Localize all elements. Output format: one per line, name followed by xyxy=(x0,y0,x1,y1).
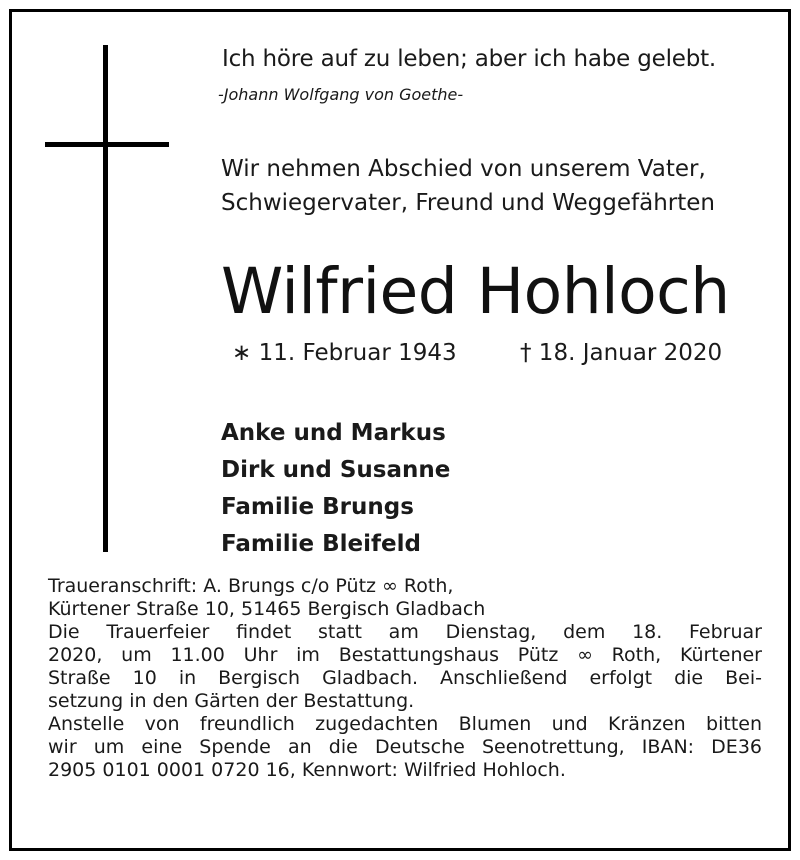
donation-line: wir um eine Spende an die Deutsche Seenotrettung, IBAN: DE36 xyxy=(48,736,762,758)
farewell-text xyxy=(221,152,715,220)
donation-line: Anstelle von freundlich zugedachten Blumen und Kränzen bitten xyxy=(48,713,762,735)
deceased-name: Wilfried Hohloch xyxy=(221,255,730,328)
mourner-entry: Anke und Markus xyxy=(221,420,446,446)
farewell-line: Wir nehmen Abschied von unserem Vater, xyxy=(221,156,706,182)
donation-line: 2905 0101 0001 0720 16, Kennwort: Wilfried Hohloch. xyxy=(48,759,566,781)
ceremony-line: 2020, um 11.00 Uhr im Bestattungshaus Pütz ∞ Roth, Kürtener xyxy=(48,644,762,666)
mourner-entry: Familie Bleifeld xyxy=(221,531,421,557)
farewell-line: Schwiegervater, Freund und Weggefährten xyxy=(221,190,715,216)
death-date: † 18. Januar 2020 xyxy=(520,340,723,366)
info-block xyxy=(48,575,762,782)
cross-horizontal-bar xyxy=(45,142,169,147)
quote-text: Ich höre auf zu leben; aber ich habe gelebt. xyxy=(222,46,717,72)
address-line: Traueranschrift: A. Brungs c/o Pütz ∞ Roth, xyxy=(48,575,454,597)
obituary-notice xyxy=(9,9,791,851)
mourners-list xyxy=(221,415,450,563)
birth-date: ∗ 11. Februar 1943 xyxy=(232,340,457,366)
ceremony-line: Die Trauerfeier findet statt am Dienstag, dem 18. Februar xyxy=(48,621,762,643)
ceremony-line: Straße 10 in Bergisch Gladbach. Anschließend erfolgt die Bei- xyxy=(48,667,762,689)
mourner-entry: Familie Brungs xyxy=(221,494,414,520)
address-line: Kürtener Straße 10, 51465 Bergisch Gladbach xyxy=(48,598,486,620)
quote-author: -Johann Wolfgang von Goethe- xyxy=(218,85,464,104)
cross-vertical-bar xyxy=(103,45,108,552)
mourner-entry: Dirk und Susanne xyxy=(221,457,451,483)
ceremony-line: setzung in den Gärten der Bestattung. xyxy=(48,690,415,712)
